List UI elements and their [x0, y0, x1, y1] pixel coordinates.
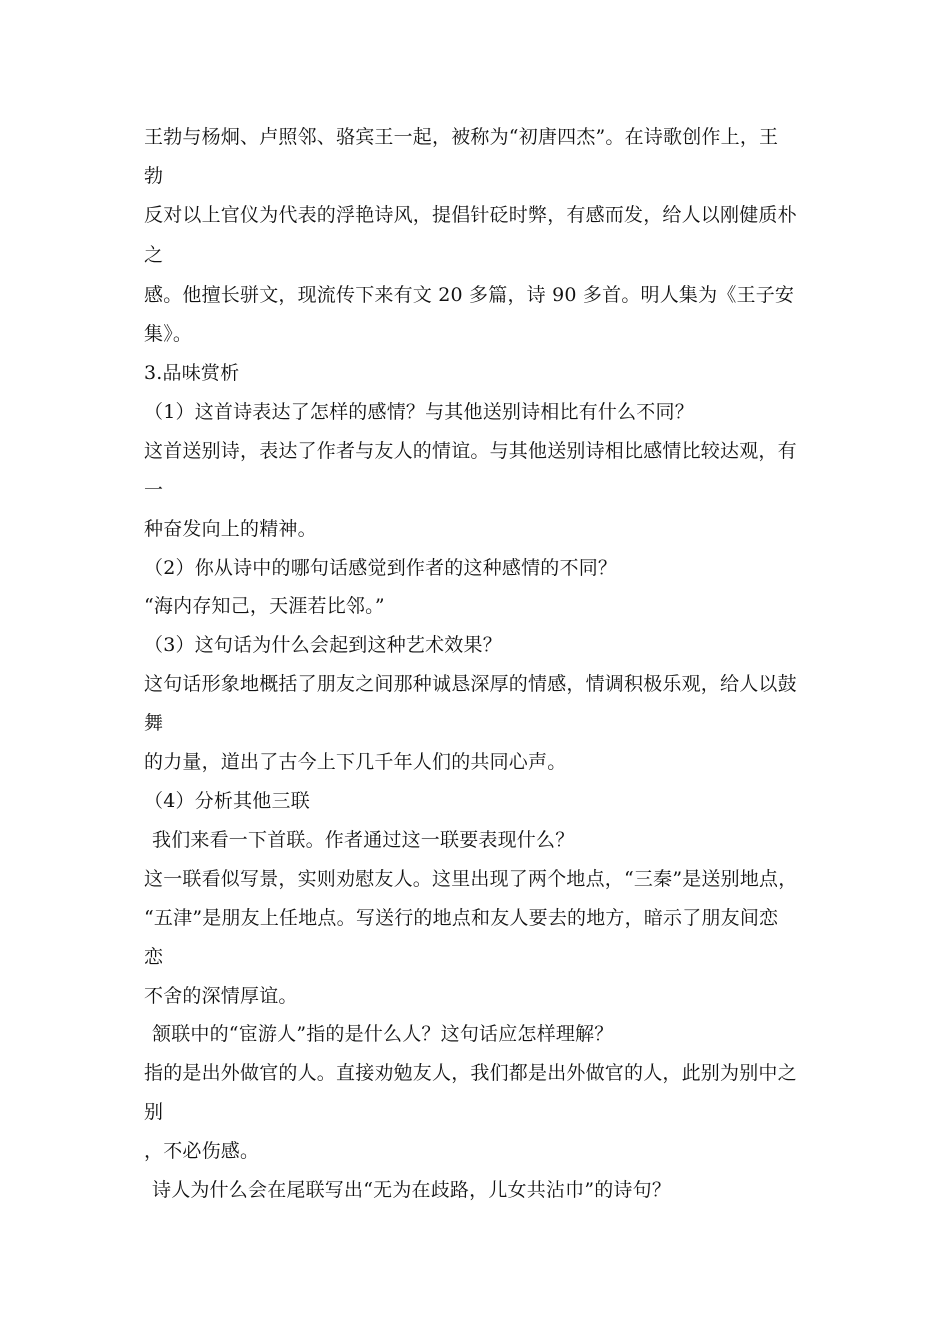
text-line: 颔联中的“宦游人”指的是什么人？这句话应怎样理解？ [152, 1023, 614, 1045]
text-line: 之 [144, 244, 164, 266]
text-line: “五津”是朋友上任地点。写送行的地点和友人要去的地方，暗示了朋友间恋 [144, 907, 779, 929]
text-line: 的力量，道出了古今上下几千年人们的共同心声。 [144, 751, 567, 773]
text-line: 感。他擅长骈文，现流传下来有文 20 多篇，诗 90 多首。明人集为《王子安 [144, 284, 795, 306]
text-line: 不舍的深情厚谊。 [144, 985, 298, 1007]
section-heading: 3.品味赏析 [144, 362, 240, 384]
text-line: 王勃与杨炯、卢照邻、骆宾王一起，被称为“初唐四杰”。在诗歌创作上，王 [144, 126, 779, 148]
text-line: 这一联看似写景，实则劝慰友人。这里出现了两个地点，“三秦”是送别地点， [144, 868, 798, 890]
text-line: 集》。 [144, 323, 193, 345]
text-line: 这首送别诗，表达了作者与友人的情谊。与其他送别诗相比感情比较达观，有 [144, 440, 797, 462]
text-line: 舞 [144, 712, 164, 734]
text-line: 我们来看一下首联。作者通过这一联要表现什么？ [152, 829, 575, 851]
quote-line: “海内存知己，天涯若比邻。” [144, 595, 385, 617]
text-line: 一 [144, 479, 164, 501]
question-line: （4）分析其他三联 [144, 790, 310, 812]
text-line: 种奋发向上的精神。 [144, 518, 317, 540]
text-line: 指的是出外做官的人。直接劝勉友人，我们都是出外做官的人，此别为别中之 [144, 1062, 797, 1084]
text-line: 恋 [144, 946, 164, 968]
text-line: 别 [144, 1101, 164, 1123]
text-line: 反对以上官仪为代表的浮艳诗风，提倡针砭时弊，有感而发，给人以刚健质朴 [144, 204, 797, 226]
text-line: 这句话形象地概括了朋友之间那种诚恳深厚的情感，情调积极乐观，给人以鼓 [144, 673, 797, 695]
text-line: 勃 [144, 165, 164, 187]
text-line: ，不必伤感。 [144, 1140, 260, 1162]
question-line: （3）这句话为什么会起到这种艺术效果？ [144, 634, 502, 656]
question-line: （1）这首诗表达了怎样的感情？与其他送别诗相比有什么不同？ [144, 401, 694, 423]
question-line: （2）你从诗中的哪句话感觉到作者的这种感情的不同？ [144, 557, 618, 579]
text-line: 诗人为什么会在尾联写出“无为在歧路，儿女共沾巾”的诗句？ [152, 1179, 672, 1201]
